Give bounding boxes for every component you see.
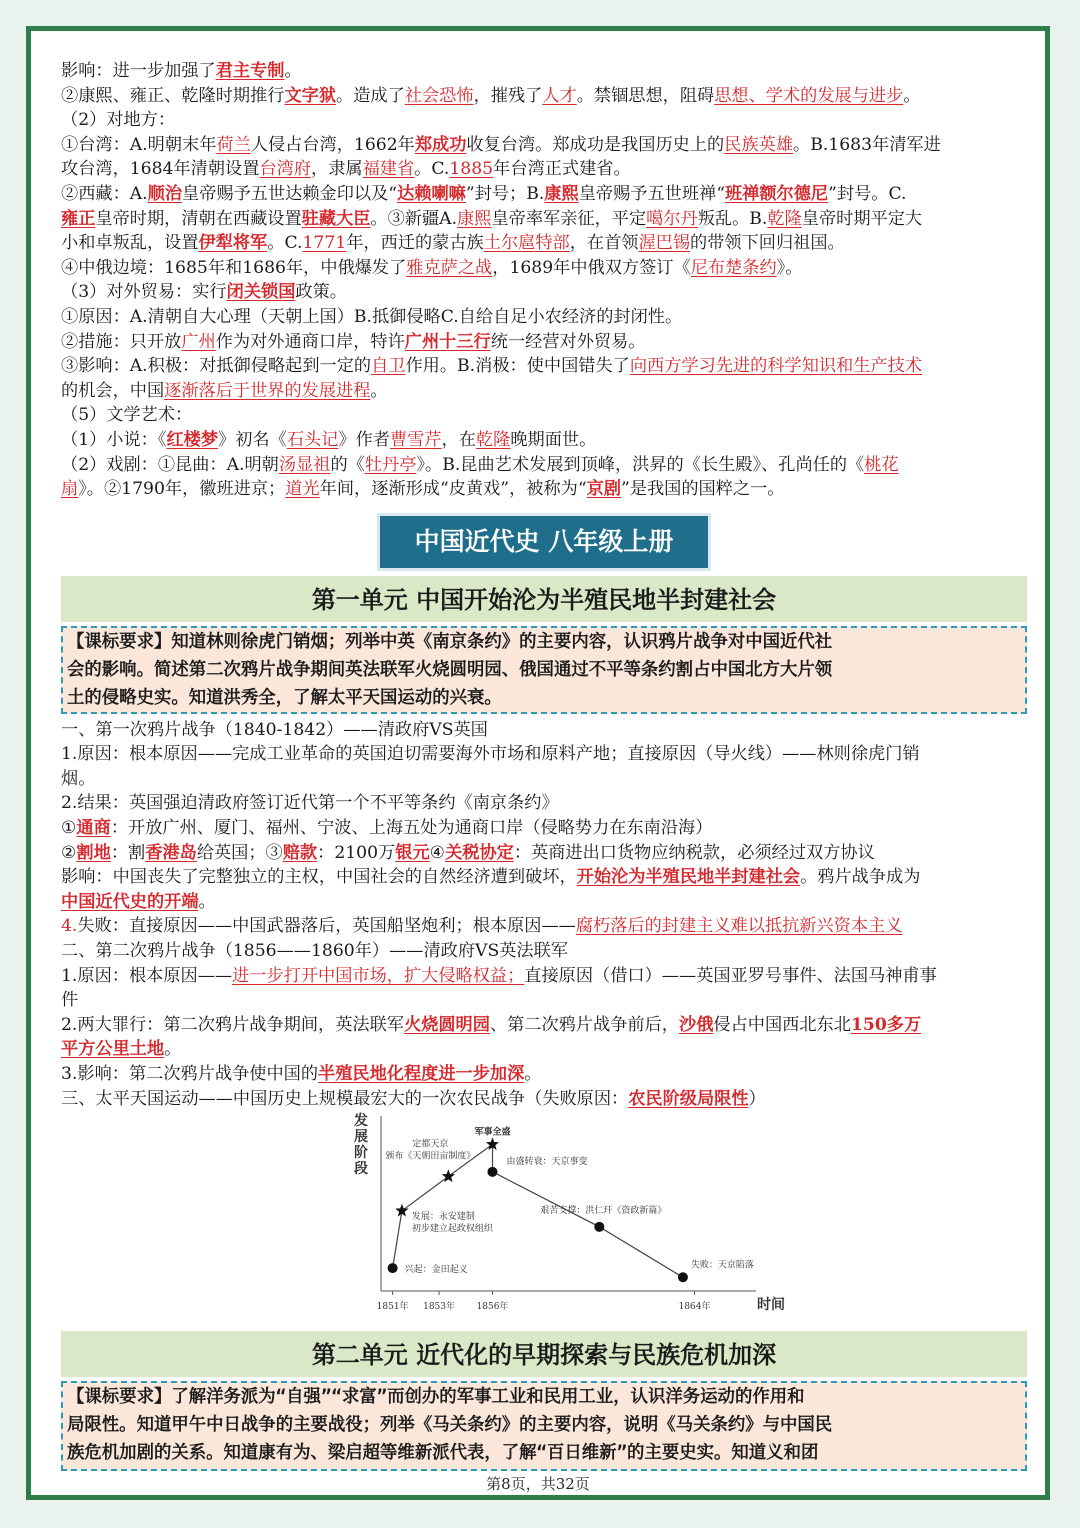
text-segment: ”是我国的国粹之一。: [621, 479, 785, 500]
data-label: 初步建立起政权组织: [411, 1223, 493, 1234]
keyword: 石头记: [286, 429, 339, 450]
taiping-chart-svg: [301, 1111, 801, 1331]
text-segment: （2）对地方：: [61, 110, 176, 131]
text-segment: 》。②1790年，徽班进京；: [78, 479, 286, 500]
text-line: [61, 207, 1027, 232]
keyword: 尼布楚条约: [690, 257, 777, 278]
text-segment: ：2100万: [317, 842, 396, 863]
text-segment: ，在首领: [569, 233, 639, 254]
text-line: [61, 767, 1027, 792]
text-segment: ，隶属: [311, 159, 363, 180]
keyword: 雅克萨之战: [406, 257, 493, 278]
keyword: 道光: [285, 479, 320, 500]
text-line: [61, 59, 1027, 84]
data-label: 由盛转衰：天京事变: [506, 1157, 588, 1168]
page-frame: [26, 26, 1050, 1500]
data-point: [487, 1167, 497, 1177]
text-line: [61, 256, 1027, 281]
text-line: [61, 718, 1027, 743]
text-segment: 》作者: [338, 429, 390, 450]
text-segment: 影响：中国丧失了完整独立的主权，中国社会的自然经济遭到破坏，: [61, 867, 577, 888]
req-line: 族危机加剧的关系。知道康有为、梁启超等维新派代表，了解“百日维新”的主要史实。知道义和团: [67, 1443, 819, 1464]
x-tick-label: 1864年: [678, 1302, 711, 1313]
text-line: [61, 428, 1027, 453]
keyword: 噶尔丹: [646, 208, 698, 229]
text-segment: 政策。: [295, 282, 347, 303]
keyword: 香港岛: [145, 842, 197, 863]
text-segment: 侵占中国西北东北: [713, 1014, 851, 1035]
text-segment: 人侵占台湾，1662年: [250, 134, 415, 155]
text-segment: ，在: [441, 429, 476, 450]
data-label: 颁布《天朝田亩制度》: [385, 1151, 476, 1162]
text-segment: ①: [61, 818, 77, 839]
text-segment: 失败：直接原因——中国武器落后，英国船坚炮利；根本原因——: [77, 916, 576, 937]
keyword: 福建省: [362, 159, 415, 180]
keyword: 开始沦为半殖民地半封建社会: [576, 867, 801, 888]
data-label: 艰苦支撑：洪仁玕《资政新篇》: [540, 1206, 667, 1217]
text-segment: 。: [370, 380, 388, 401]
keyword: 农民阶级局限性: [628, 1088, 749, 1109]
text-segment: 的机会，中国: [61, 380, 165, 401]
text-segment: ③影响：A.积极：对抵御侵略起到一定的: [61, 356, 372, 377]
text-segment: ②康熙、雍正、乾隆时期推行: [61, 85, 285, 106]
data-label: 军事全盛: [474, 1127, 511, 1138]
text-segment: ②西藏：A.: [61, 183, 148, 204]
keyword: 银元: [395, 842, 430, 863]
text-segment: 烟。: [61, 768, 96, 789]
text-line: [61, 280, 1027, 305]
keyword: 闭关锁国: [226, 282, 296, 303]
text-line: [61, 816, 1027, 841]
page-content: [61, 59, 1027, 1475]
text-segment: 。禁锢思想，阻碍: [576, 85, 715, 106]
text-segment: 年台湾正式建省。: [493, 159, 631, 180]
text-segment: ④: [429, 842, 446, 863]
text-segment: 皇帝时期，清朝在西藏设置: [95, 208, 302, 229]
data-point: [388, 1263, 398, 1273]
section-title: 中国近代史 八年级上册: [380, 516, 708, 568]
keyword: 平方公里土地: [61, 1039, 165, 1060]
text-line: [61, 354, 1027, 379]
text-line: [61, 157, 1027, 182]
text-line: [61, 1087, 1027, 1112]
text-segment: 件: [61, 990, 79, 1011]
keyword: 150多万: [850, 1014, 922, 1035]
y-axis-label: 展: [354, 1129, 368, 1146]
req-line: 土的侵略史实。知道洪秀全，了解太平天国运动的兴衰。: [67, 687, 502, 708]
text-segment: 攻台湾，1684年清朝设置: [61, 159, 260, 180]
text-segment: 》初名《: [218, 429, 287, 450]
keyword: 台湾府: [259, 159, 312, 180]
y-axis-label: 阶: [354, 1145, 368, 1162]
text-line: [61, 305, 1027, 330]
text-line: [61, 964, 1027, 989]
text-segment: 2.两大罪行：第二次鸦片战争期间，英法联军: [61, 1014, 404, 1035]
keyword: 京剧: [586, 479, 622, 500]
text-segment: 小和卓叛乱，设置: [61, 233, 199, 254]
text-segment: 三、太平天国运动——中国历史上规模最宏大的一次农民战争（失败原因：: [61, 1088, 629, 1109]
text-segment: 3.影响：第二次鸦片战争使中国的: [61, 1064, 319, 1084]
text-segment: 1.原因：根本原因——: [61, 965, 233, 986]
keyword: 达赖喇嘛: [397, 183, 466, 204]
text-segment: 作用。B.消极：使中国错失了: [405, 356, 630, 377]
text-segment: 皇帝赐予五世达赖金印以及“: [182, 183, 398, 204]
req-line: 局限性。知道甲午中日战争的主要战役；列举《马关条约》的主要内容，说明《马关条约》与中国民: [67, 1415, 833, 1436]
text-segment: 晚期面世。: [510, 429, 597, 450]
x-tick-label: 1853年: [423, 1302, 456, 1313]
text-segment: ）: [748, 1088, 766, 1109]
keyword: 割地: [76, 842, 111, 863]
text-line: [61, 791, 1027, 816]
text-line: [61, 182, 1027, 207]
text-line: [61, 403, 1027, 428]
keyword: 通商: [76, 818, 111, 839]
data-label: 定都天京: [412, 1139, 449, 1150]
taiping-chart: [61, 1111, 1027, 1331]
text-segment: ，摧残了: [473, 85, 543, 106]
keyword: 牡丹亭: [364, 454, 417, 475]
x-tick-label: 1856年: [476, 1302, 509, 1313]
text-line: [61, 231, 1027, 256]
text-segment: 。造成了: [336, 85, 405, 106]
keyword: 逐渐落后于世界的发展进程: [164, 380, 371, 401]
text-segment: 叛乱。B.: [697, 208, 768, 229]
text-line: [61, 865, 1027, 890]
text-segment: ①原因：A.清朝自大心理（天朝上国）B.抵御侵略C.自给自足小农经济的封闭性。: [61, 306, 683, 327]
text-line: [61, 453, 1027, 478]
text-segment: 的《: [330, 454, 365, 475]
text-segment: 统一经营对外贸易。: [490, 331, 646, 352]
text-segment: 收复台湾。郑成功是我国历史上的: [466, 134, 725, 155]
keyword: 扇: [61, 479, 79, 500]
data-point: [594, 1222, 604, 1232]
text-line: [61, 477, 1027, 502]
keyword: 顺治: [147, 183, 183, 204]
x-axis-label: 时间: [757, 1297, 785, 1314]
text-segment: ：英商进出口货物应纳税款，必须经过双方协议: [513, 842, 875, 863]
keyword: 思想、学术的发展与进步: [714, 85, 904, 106]
data-point-star: [395, 1204, 408, 1217]
data-label: 兴起：金田起义: [404, 1265, 468, 1276]
unit1-requirements: [61, 626, 1027, 714]
keyword: 进一步打开中国市场，扩大侵略权益；: [232, 965, 525, 986]
qing-dynasty-notes: [61, 59, 1027, 502]
text-segment: 》。: [776, 257, 803, 278]
text-segment: ”封号；B.: [465, 183, 545, 204]
keyword: 康熙: [544, 183, 579, 204]
keyword: 腐朽落后的封建主义难以抵抗新兴资本主义: [575, 916, 903, 937]
keyword: 1771: [302, 233, 347, 254]
keyword: 1885: [449, 159, 494, 180]
req-line: 【课标要求】知道林则徐虎门销烟；列举中英《南京条约》的主要内容，认识鸦片战争对中国近代社: [67, 631, 833, 652]
text-segment: ”封号。C.: [828, 183, 907, 204]
keyword: 土尔扈特部: [483, 233, 570, 254]
text-segment: ：开放广州、厦门、福州、宁波、上海五处为通商口岸（侵略势力在东南沿海）: [110, 818, 713, 839]
keyword: 雍正: [61, 208, 96, 229]
data-label: 失败：天京陷落: [690, 1260, 754, 1271]
text-segment: 二、第二次鸦片战争（1856——1860年）——清政府VS英法联军: [61, 941, 568, 962]
text-segment: ：割: [110, 842, 146, 863]
text-segment: 。C.: [414, 159, 450, 180]
text-line: [61, 742, 1027, 767]
text-segment: （5）文学艺术：: [61, 405, 193, 426]
text-segment: 2.结果：英国强迫清政府签订近代第一个不平等条约《南京条约》: [61, 793, 559, 814]
text-segment: 。: [198, 891, 216, 912]
text-segment: 直接原因（借口）——英国亚罗号事件、法国马神甫事: [524, 965, 937, 986]
text-line: [61, 84, 1027, 109]
keyword: 乾隆: [475, 429, 511, 450]
keyword: 郑成功: [414, 134, 467, 155]
text-line: [61, 914, 1027, 939]
keyword: 驻藏大臣: [301, 208, 371, 229]
keyword: 班禅额尔德尼: [724, 183, 829, 204]
req-line: 【课标要求】了解洋务派为“自强”“求富”而创办的军事工业和民用工业，认识洋务运动的作用和: [67, 1387, 805, 1408]
keyword: 红楼梦: [166, 429, 219, 450]
keyword: 汤显祖: [278, 454, 331, 475]
text-segment: 。C.: [267, 233, 303, 254]
text-segment: 1.原因：根本原因——完成工业革命的英国迫切需要海外市场和原料产地；直接原因（导火线）——林则徐虎门销: [61, 744, 920, 765]
text-line: [61, 841, 1027, 866]
unit2-title: 第二单元 近代化的早期探索与民族危机加深: [61, 1331, 1027, 1377]
keyword: 广州十三行: [404, 331, 491, 352]
unit2-requirements: [61, 1381, 1027, 1471]
keyword: 乾隆: [767, 208, 802, 229]
text-segment: 一、第一次鸦片战争（1840-1842）——清政府VS英国: [61, 719, 488, 740]
text-segment: ②: [61, 842, 77, 863]
text-segment: 。: [164, 1039, 182, 1060]
text-line: [61, 988, 1027, 1013]
text-line: [61, 1062, 1027, 1087]
keyword: 渥巴锡: [638, 233, 691, 254]
keyword: 荷兰: [216, 134, 251, 155]
text-segment: 、第二次鸦片战争前后，: [489, 1014, 679, 1035]
text-line: [61, 1013, 1027, 1038]
text-line: [61, 1037, 1027, 1062]
text-line: [61, 379, 1027, 404]
keyword: 4.: [61, 916, 78, 937]
keyword: 人才: [542, 85, 577, 106]
keyword: 文字狱: [284, 85, 337, 106]
text-segment: 。: [903, 85, 921, 106]
text-segment: 》。B.昆曲艺术发展到顶峰，洪昇的《长生殿》、孔尚任的《: [416, 454, 865, 475]
x-tick-label: 1851年: [376, 1302, 409, 1313]
keyword: 民族英雄: [724, 134, 794, 155]
keyword: 曹雪芹: [389, 429, 442, 450]
text-segment: （2）戏剧：①昆曲：A.明朝: [61, 454, 279, 475]
keyword: 向西方学习先进的科学知识和生产技术: [629, 356, 923, 377]
keyword: 自卫: [371, 356, 406, 377]
data-label: 发展：永安建制: [411, 1211, 475, 1222]
text-segment: （1）小说：《: [61, 429, 167, 450]
text-line: [61, 939, 1027, 964]
text-segment: ②措施：只开放: [61, 331, 182, 352]
keyword: 君主专制: [215, 61, 285, 81]
keyword: 广州: [181, 331, 216, 352]
text-line: [61, 330, 1027, 355]
text-segment: 。: [524, 1064, 542, 1084]
y-axis-label: 发: [354, 1113, 368, 1130]
keyword: 火烧圆明园: [403, 1014, 490, 1035]
text-segment: （3）对外贸易：实行: [61, 282, 227, 303]
text-segment: 皇帝时期平定大: [801, 208, 923, 229]
keyword: 关税协定: [445, 842, 514, 863]
keyword: 康熙: [457, 208, 492, 229]
text-segment: 影响：进一步加强了: [61, 61, 216, 81]
text-segment: ，1689年中俄双方签订《: [492, 257, 691, 278]
text-segment: 皇帝赐予五世班禅“: [578, 183, 725, 204]
text-segment: 作为对外通商口岸，特许: [215, 331, 405, 352]
text-segment: 。: [284, 61, 302, 81]
text-segment: 给英国；③: [196, 842, 283, 863]
unit1-title: 第一单元 中国开始沦为半殖民地半封建社会: [61, 576, 1027, 622]
text-segment: 皇帝率军亲征，平定: [491, 208, 647, 229]
keyword: 沙俄: [679, 1014, 714, 1035]
page-footer: 第8页，共32页: [486, 1475, 590, 1493]
keyword: 桃花: [864, 454, 899, 475]
unit1-notes: [61, 718, 1027, 1112]
text-line: [61, 108, 1027, 133]
text-segment: 。③新疆A.: [370, 208, 458, 229]
keyword: 社会恐怖: [404, 85, 474, 106]
y-axis-label: 段: [354, 1161, 368, 1178]
keyword: 伊犁将军: [198, 233, 268, 254]
data-point: [678, 1272, 688, 1282]
text-line: [61, 890, 1027, 915]
keyword: 中国近代史的开端: [61, 891, 199, 912]
text-segment: 。B.1683年清军进: [793, 134, 941, 155]
text-segment: 年间，逐渐形成“皮黄戏”，被称为“: [319, 479, 587, 500]
text-segment: 年，西迁的蒙古族: [346, 233, 484, 254]
keyword: 赔款: [282, 842, 318, 863]
text-segment: 的带领下回归祖国。: [690, 233, 845, 254]
text-segment: ④中俄边境：1685年和1686年，中俄爆发了: [61, 257, 407, 278]
text-line: [61, 133, 1027, 158]
req-line: 会的影响。简述第二次鸦片战争期间英法联军火烧圆明园、俄国通过不平等条约割占中国北方大片领: [67, 659, 833, 680]
keyword: 半殖民地化程度进一步加深: [318, 1064, 525, 1084]
text-segment: ①台湾：A.明朝末年: [61, 134, 217, 155]
text-segment: 。鸦片战争成为: [800, 867, 921, 888]
